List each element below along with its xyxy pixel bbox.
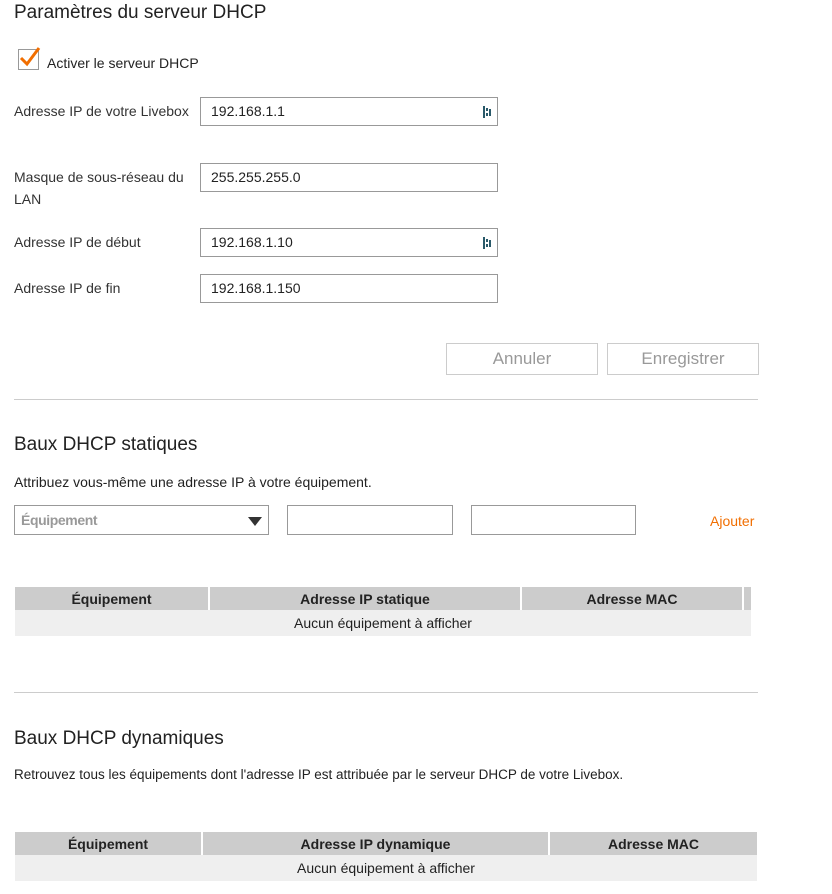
dhcp-settings-title: Paramètres du serveur DHCP [14,2,267,23]
subnet-mask-label: Masque de sous-réseau du LAN [14,169,184,207]
empty-message: Aucun équipement à afficher [15,855,757,881]
static-ip-input[interactable] [287,505,453,535]
table-row [15,855,757,881]
livebox-ip-label: Adresse IP de votre Livebox [14,103,189,119]
subnet-mask-value: 255.255.255.0 [211,169,301,185]
divider [14,692,758,693]
dynamic-leases-description: Retrouvez tous les équipements dont l'adresse IP est attribuée par le serveur DHCP de votre Livebox. [14,767,624,782]
dropdown-arrow-icon [248,517,262,526]
static-leases-description: Attribuez vous-même une adresse IP à votre équipement. [14,474,372,490]
password-manager-icon [483,106,492,118]
cancel-button[interactable]: Annuler [446,343,598,375]
dynamic-leases-title: Baux DHCP dynamiques [14,728,224,749]
livebox-ip-value: 192.168.1.1 [211,103,285,119]
save-button[interactable]: Enregistrer [607,343,759,375]
device-select[interactable] [14,505,269,535]
dynamic-leases-table [15,832,757,881]
start-ip-input[interactable] [200,228,498,257]
password-manager-icon [483,237,492,249]
table-header [15,832,757,855]
column-header-mac[interactable]: Adresse MAC [521,587,743,610]
divider [14,399,758,400]
static-leases-title: Baux DHCP statiques [14,434,198,455]
table-header [15,587,751,610]
column-header-static-ip[interactable]: Adresse IP statique [209,587,521,610]
start-ip-value: 192.168.1.10 [211,234,293,250]
end-ip-label: Adresse IP de fin [14,280,121,296]
livebox-ip-input[interactable] [200,97,498,126]
column-header-device[interactable]: Équipement [15,832,202,855]
start-ip-label: Adresse IP de début [14,234,141,250]
column-header-device[interactable]: Équipement [15,587,209,610]
column-header-dynamic-ip[interactable]: Adresse IP dynamique [202,832,549,855]
device-select-placeholder: Équipement [21,512,98,528]
enable-dhcp-checkbox[interactable] [18,49,39,70]
empty-message: Aucun équipement à afficher [15,610,751,636]
add-link[interactable]: Ajouter [710,513,755,529]
end-ip-input[interactable] [200,274,498,303]
subnet-mask-input[interactable] [200,163,498,192]
mac-address-input[interactable] [471,505,636,535]
end-ip-value: 192.168.1.150 [211,280,301,296]
table-row [15,610,751,636]
enable-dhcp-label: Activer le serveur DHCP [47,55,199,71]
column-header-actions [743,587,751,610]
static-leases-table [15,587,751,636]
checkmark-icon [18,45,42,67]
column-header-mac[interactable]: Adresse MAC [549,832,757,855]
